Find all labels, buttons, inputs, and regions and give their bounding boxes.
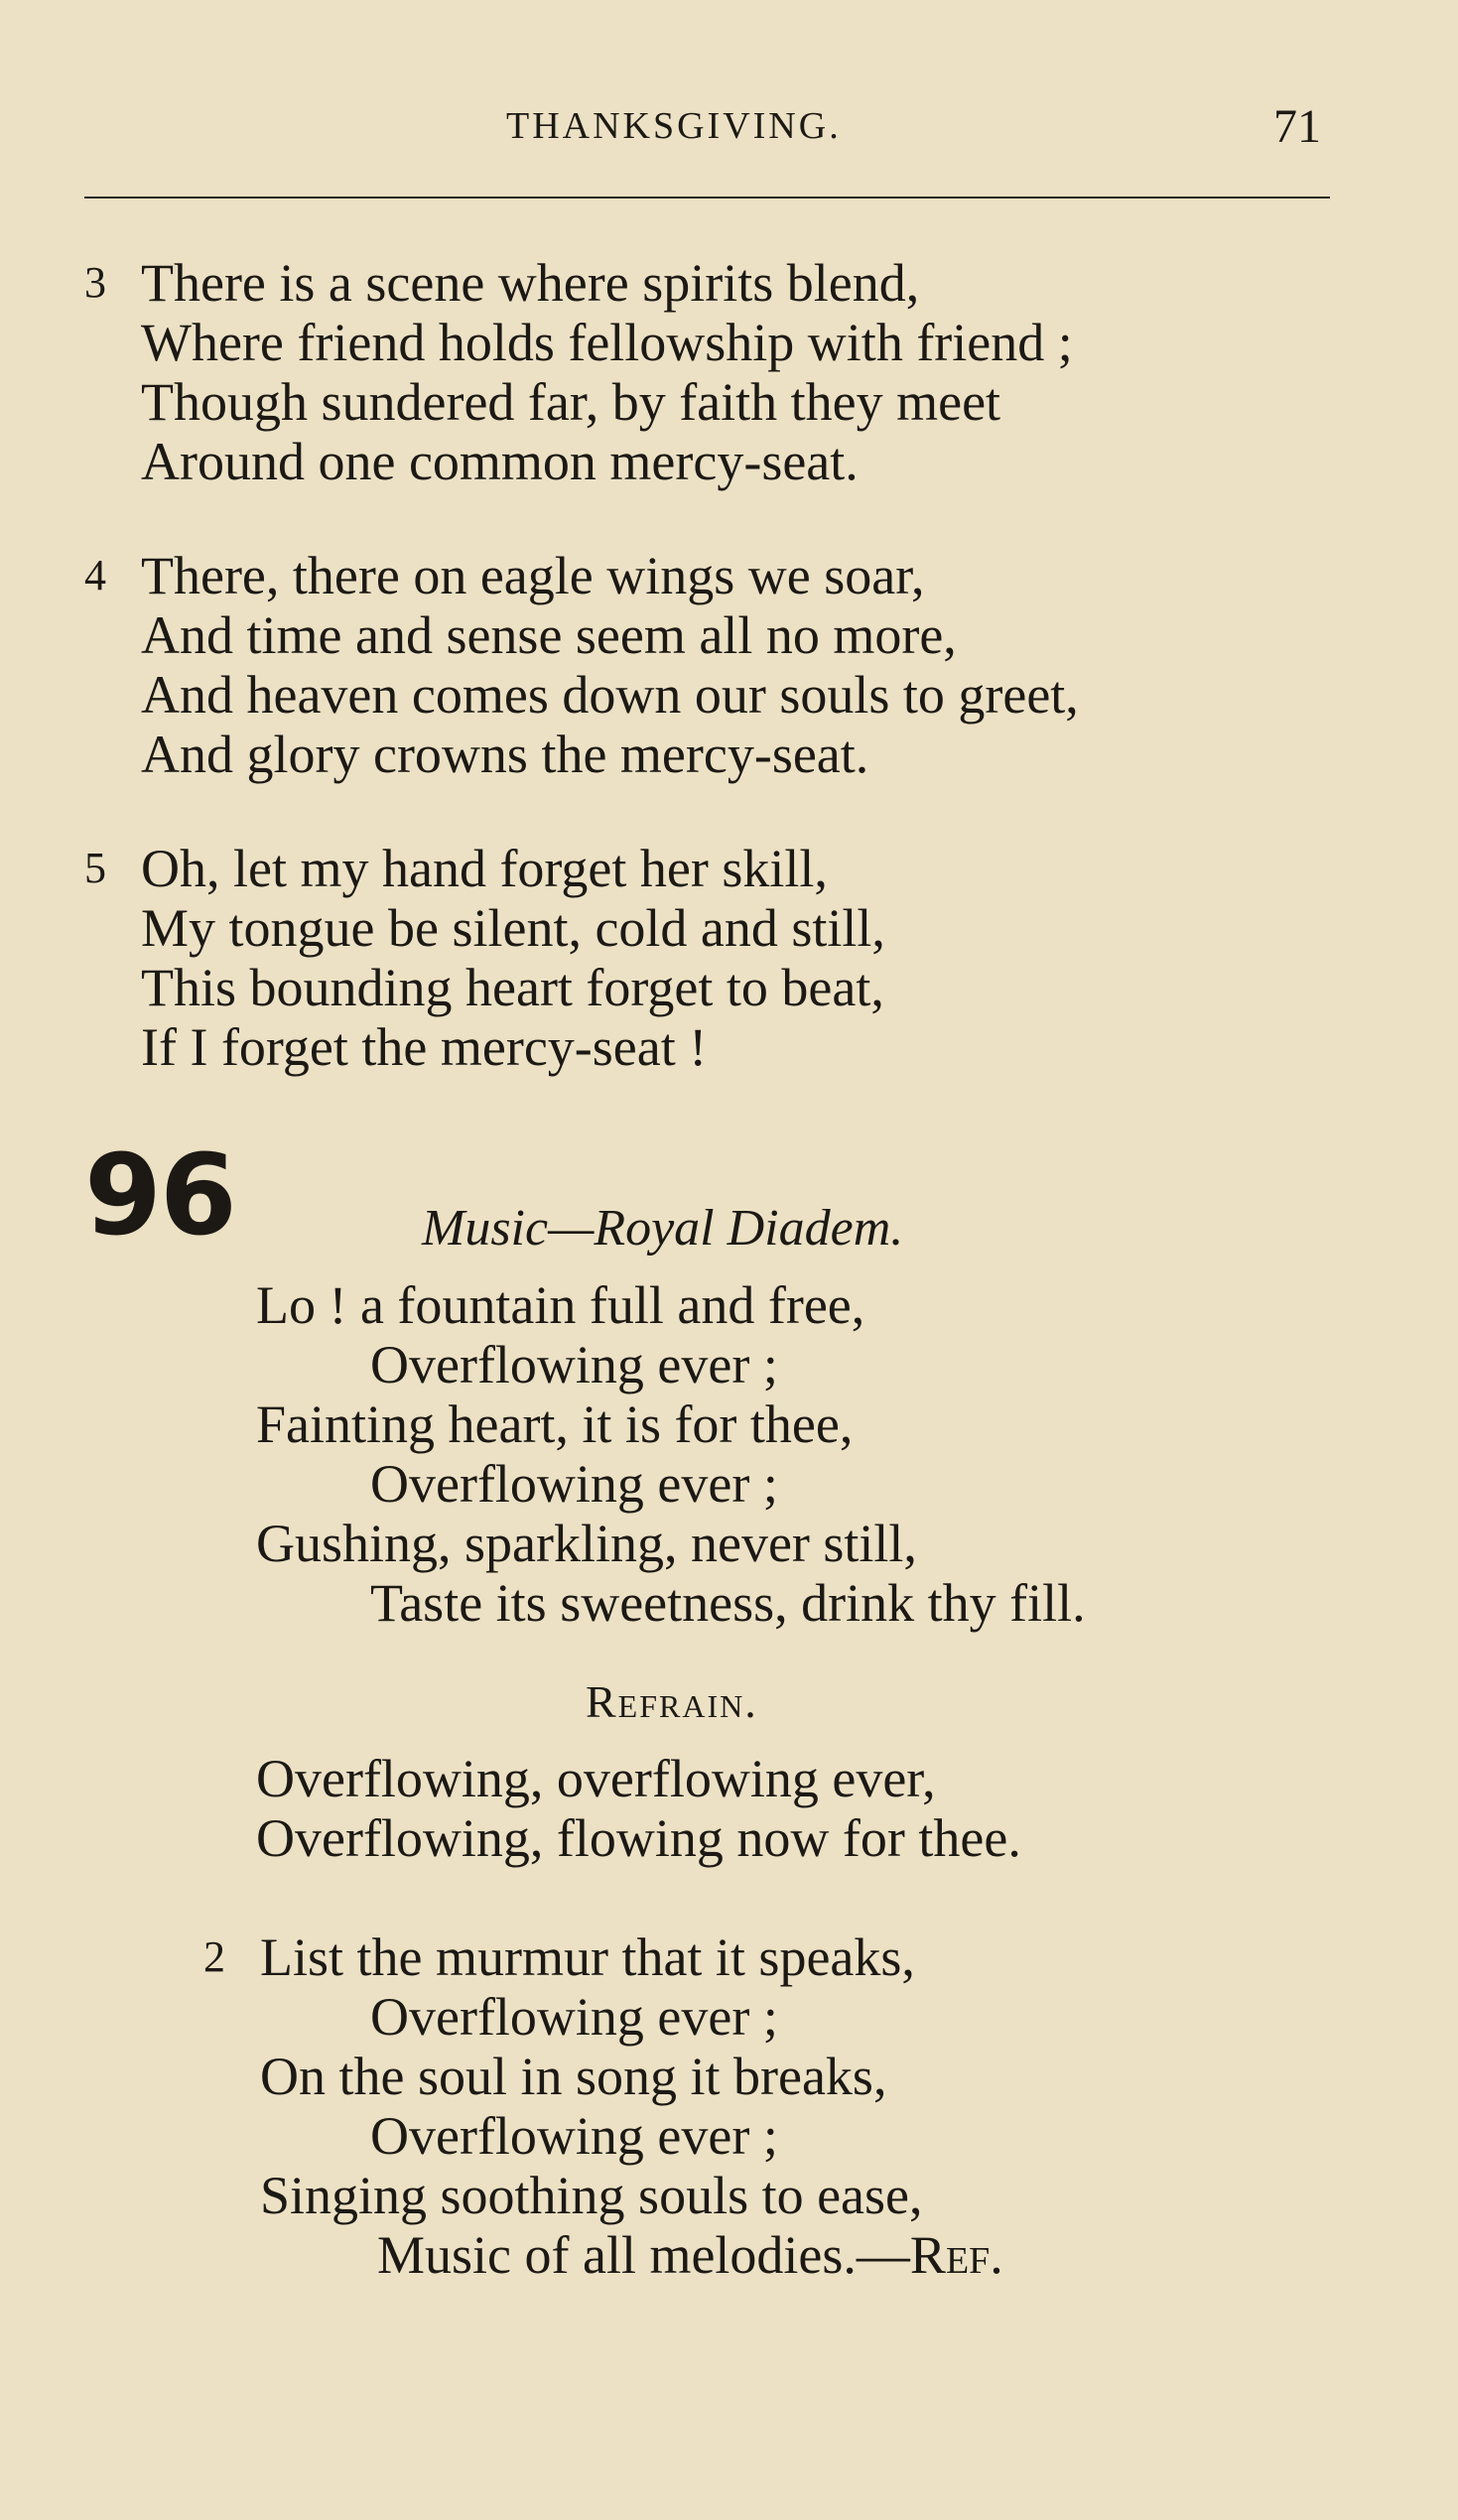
verse-number: 5	[84, 844, 106, 892]
verse-line: And heaven comes down our souls to greet,	[141, 665, 1079, 725]
verse-line: On the soul in song it breaks,	[260, 2047, 887, 2106]
verse-line: Gushing, sparkling, never still,	[256, 1514, 917, 1573]
verse-line-text: Music of all melodies.—	[377, 2225, 910, 2285]
verse-line: List the murmur that it speaks,	[260, 1927, 915, 1987]
verse-line: And time and sense seem all no more,	[141, 605, 957, 665]
verse-line: Around one common mercy-seat.	[141, 432, 859, 491]
refrain-line: Overflowing, flowing now for thee.	[256, 1808, 1021, 1868]
verse-line: And glory crowns the mercy-seat.	[141, 725, 869, 784]
verse-line: Oh, let my hand forget her skill,	[141, 839, 828, 898]
refrain-reference: Ref.	[909, 2225, 1003, 2285]
page-number: 71	[1273, 100, 1321, 153]
verse-line: Lo ! a fountain full and free,	[256, 1275, 865, 1335]
verse-line-indented: Overflowing ever ;	[370, 2106, 778, 2166]
verse-line-indented: Overflowing ever ;	[370, 1454, 778, 1514]
verse-line: Singing soothing souls to ease,	[260, 2166, 923, 2225]
verse-line: There is a scene where spirits blend,	[141, 253, 920, 313]
verse-line: This bounding heart forget to beat,	[141, 958, 884, 1017]
header-rule	[84, 197, 1330, 199]
tune-name: Music—Royal Diadem.	[422, 1200, 904, 1257]
verse-line: There, there on eagle wings we soar,	[141, 546, 925, 605]
verse-line: If I forget the mercy-seat !	[141, 1017, 708, 1077]
verse-line-indented: Taste its sweetness, drink thy fill.	[370, 1573, 1086, 1633]
verse-line-indented	[377, 2225, 1003, 2285]
verse-line: Fainting heart, it is for thee,	[256, 1394, 854, 1454]
verse-line-indented: Overflowing ever ;	[370, 1987, 778, 2047]
refrain-line: Overflowing, overflowing ever,	[256, 1749, 936, 1808]
verse-line: Though sundered far, by faith they meet	[141, 372, 1001, 432]
verse-line: Where friend holds fellowship with friend ;	[141, 313, 1073, 372]
verse-number: 3	[84, 258, 106, 307]
verse-line-indented: Overflowing ever ;	[370, 1335, 778, 1394]
verse-number: 2	[203, 1932, 225, 1981]
verse-number: 4	[84, 551, 106, 599]
hymn-number: 96	[84, 1131, 235, 1260]
verse-line: My tongue be silent, cold and still,	[141, 898, 885, 958]
running-header-title: THANKSGIVING.	[506, 105, 842, 147]
refrain-heading: Refrain.	[586, 1676, 758, 1727]
